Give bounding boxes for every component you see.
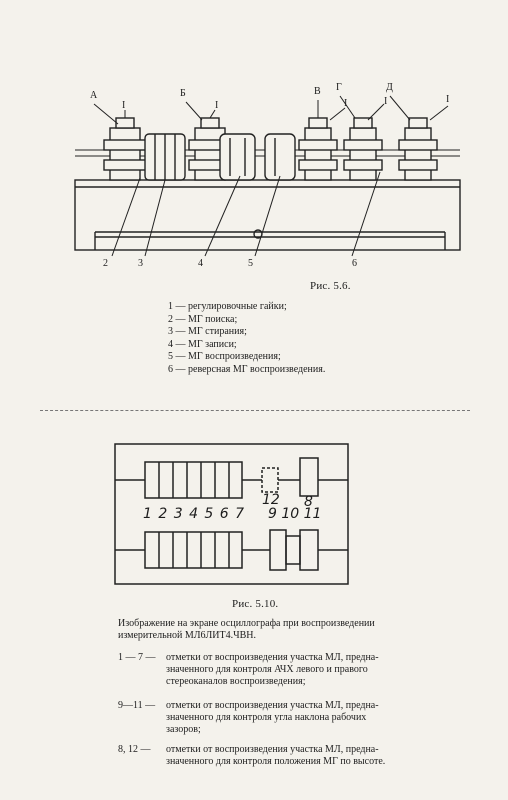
- label-I-1: I: [122, 100, 126, 111]
- label-3: 3: [138, 258, 143, 269]
- label-4: 4: [198, 258, 203, 269]
- note-line: зазоров;: [166, 724, 201, 735]
- description-line: Изображение на экране осциллографа при воспроизведении: [118, 618, 375, 629]
- figure-2-caption: Рис. 5.10.: [232, 598, 279, 610]
- label-B: Б: [180, 88, 186, 99]
- label-2: 2: [103, 258, 108, 269]
- mark-label-9-11: 9 10 11: [268, 506, 322, 522]
- note-line: отметки от воспроизведения участка МЛ, предна-: [166, 700, 379, 711]
- note-key: 1 — 7 —: [118, 652, 156, 663]
- mark-label-1-7: 1 2 3 4 5 6 7: [143, 506, 246, 522]
- label-I-2: I: [215, 100, 219, 111]
- label-I-3: I: [344, 98, 348, 109]
- note-line: отметки от воспроизведения участка МЛ, предна-: [166, 744, 379, 755]
- legend-item: 3 — МГ стирания;: [168, 326, 247, 337]
- label-I-5: I: [446, 94, 450, 105]
- label-V: В: [314, 86, 321, 97]
- note-line: значенного для контроля угла наклона рабочих: [166, 712, 367, 723]
- mark-label-12: 12: [262, 492, 280, 508]
- note-line: отметки от воспроизведения участка МЛ, предна-: [166, 652, 379, 663]
- label-A: А: [90, 90, 98, 101]
- description-line: измерительной МЛ6ЛИТ4.ЧВН.: [118, 630, 257, 641]
- mark-label-8: 8: [304, 494, 313, 510]
- label-5: 5: [248, 258, 253, 269]
- legend-item: 1 — регулировочные гайки;: [168, 301, 287, 312]
- label-I-4: I: [384, 96, 388, 107]
- figure-1-caption: Рис. 5.6.: [310, 280, 351, 292]
- note-key: 9—11 —: [118, 700, 156, 711]
- legend-item: 4 — МГ записи;: [168, 338, 237, 350]
- label-6: 6: [352, 258, 357, 269]
- label-G: Г: [336, 82, 342, 93]
- note-line: значенного для контроля АЧХ левого и правого: [166, 664, 368, 675]
- legend-item: 6 — реверсная МГ воспроизведения.: [168, 363, 326, 375]
- legend-item: 2 — МГ поиска;: [168, 313, 238, 325]
- figure-2-description: [118, 618, 375, 642]
- legend-item: 5 — МГ воспроизведения;: [168, 351, 281, 362]
- note-line: стереоканалов воспроизведения;: [166, 676, 306, 687]
- label-D: Д: [386, 82, 393, 93]
- note-line: значенного для контроля положения МГ по высоте.: [166, 756, 386, 767]
- note-key: 8, 12 —: [118, 744, 151, 755]
